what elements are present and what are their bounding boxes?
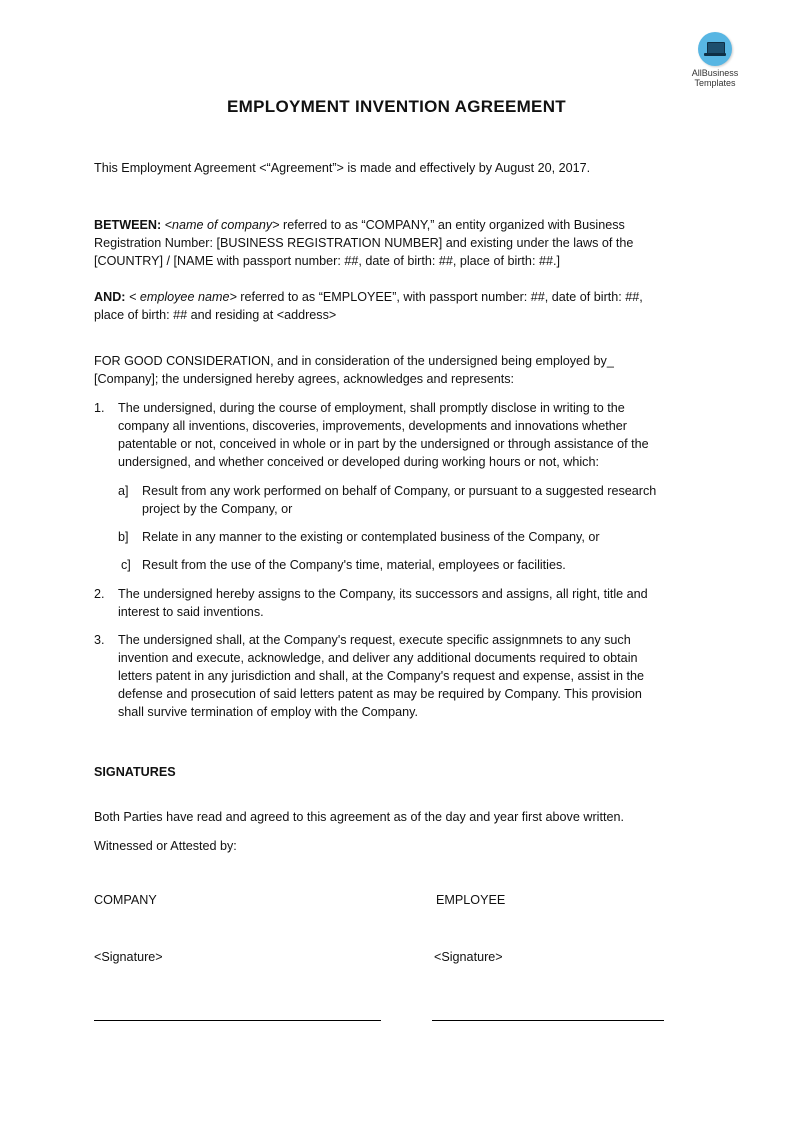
subitem-number: b] [118, 530, 129, 544]
subitem-number: a] [118, 484, 129, 498]
document-title: EMPLOYMENT INVENTION AGREEMENT [227, 97, 566, 116]
item-number: 1. [94, 401, 105, 415]
item-line: The undersigned, during the course of employment, shall promptly disclose in writing to the [118, 401, 625, 415]
consideration-paragraph [94, 352, 694, 388]
item-line: company all inventions, discoveries, improvements, developments and innovations whether [118, 419, 627, 433]
employee-label: EMPLOYEE [436, 893, 506, 907]
item-line: invention and execute, acknowledge, and deliver any additional documents required to obtain [118, 651, 638, 665]
employee-signature-line [432, 1020, 664, 1021]
company-signature-placeholder: <Signature> [94, 950, 163, 964]
agreement-statement: Both Parties have read and agreed to this agreement as of the day and year first above written. [94, 810, 624, 824]
employee-name-placeholder: < employee name> [125, 290, 237, 304]
consideration-line2: [Company]; the undersigned hereby agrees, acknowledges and represents: [94, 372, 515, 386]
item-line: shall survive termination of employ with the Company. [118, 705, 419, 719]
list-item [118, 399, 694, 471]
witness-statement: Witnessed or Attested by: [94, 839, 237, 853]
item-line: The undersigned shall, at the Company's request, execute specific assignmnets to any such [118, 633, 631, 647]
signatures-heading: SIGNATURES [94, 765, 176, 779]
between-paragraph [94, 216, 694, 270]
logo-text-line1: AllBusiness [691, 68, 739, 78]
logo-text-line2: Templates [694, 78, 736, 88]
intro-paragraph: This Employment Agreement <“Agreement”> is made and effectively by August 20, 2017. [94, 161, 591, 175]
between-line2: Registration Number: [BUSINESS REGISTRATION NUMBER] and existing under the laws of the [94, 236, 634, 250]
item-line: The undersigned hereby assigns to the Company, its successors and assigns, all right, title and [118, 587, 648, 601]
and-line2: place of birth: ## and residing at <address> [94, 308, 337, 322]
between-label: BETWEEN: [94, 218, 162, 232]
consideration-line1: FOR GOOD CONSIDERATION, and in consideration of the undersigned being employed by_ [94, 354, 614, 368]
item-line: patentable or not, conceived in whole or in part by the undersigned or through assistance of the [118, 437, 649, 451]
and-paragraph [94, 288, 694, 324]
and-line1: referred to as “EMPLOYEE”, with passport number: ##, date of birth: ##, [236, 290, 643, 304]
subitem-line: Result from any work performed on behalf of Company, or pursuant to a suggested research [142, 484, 657, 498]
item-number: 2. [94, 587, 105, 601]
employee-signature-placeholder: <Signature> [434, 950, 503, 964]
allbusiness-logo [684, 32, 746, 88]
between-line1: referred to as “COMPANY,” an entity organized with Business [279, 218, 625, 232]
company-name-placeholder: <name of company> [164, 218, 280, 232]
company-label: COMPANY [94, 893, 157, 907]
subitem-line: Relate in any manner to the existing or contemplated business of the Company, or [142, 530, 600, 544]
list-item [118, 631, 694, 721]
subitem-line: project by the Company, or [142, 502, 293, 516]
item-line: letters patent in any jurisdiction and shall, at the Company's request and expense, assist in the [118, 669, 645, 683]
item-line: interest to said inventions. [118, 605, 264, 619]
subitem-line: Result from the use of the Company's time, material, employees or facilities. [142, 558, 566, 572]
and-label: AND: [94, 290, 126, 304]
item-line: undersigned, and whether conceived or developed during working hours or not, which: [118, 455, 599, 469]
laptop-icon [698, 32, 732, 66]
between-line3: [COUNTRY] / [NAME with passport number: ##, date of birth: ##, place of birth: ##.] [94, 254, 560, 268]
sub-list-item [142, 556, 694, 574]
item-number: 3. [94, 633, 105, 647]
item-line: defense and prosecution of said letters patent as may be required by Company. This provision [118, 687, 642, 701]
subitem-number: c] [121, 558, 131, 572]
company-signature-line [94, 1020, 381, 1021]
sub-list-item [142, 528, 694, 546]
list-item [118, 585, 694, 621]
sub-list-item [142, 482, 694, 518]
